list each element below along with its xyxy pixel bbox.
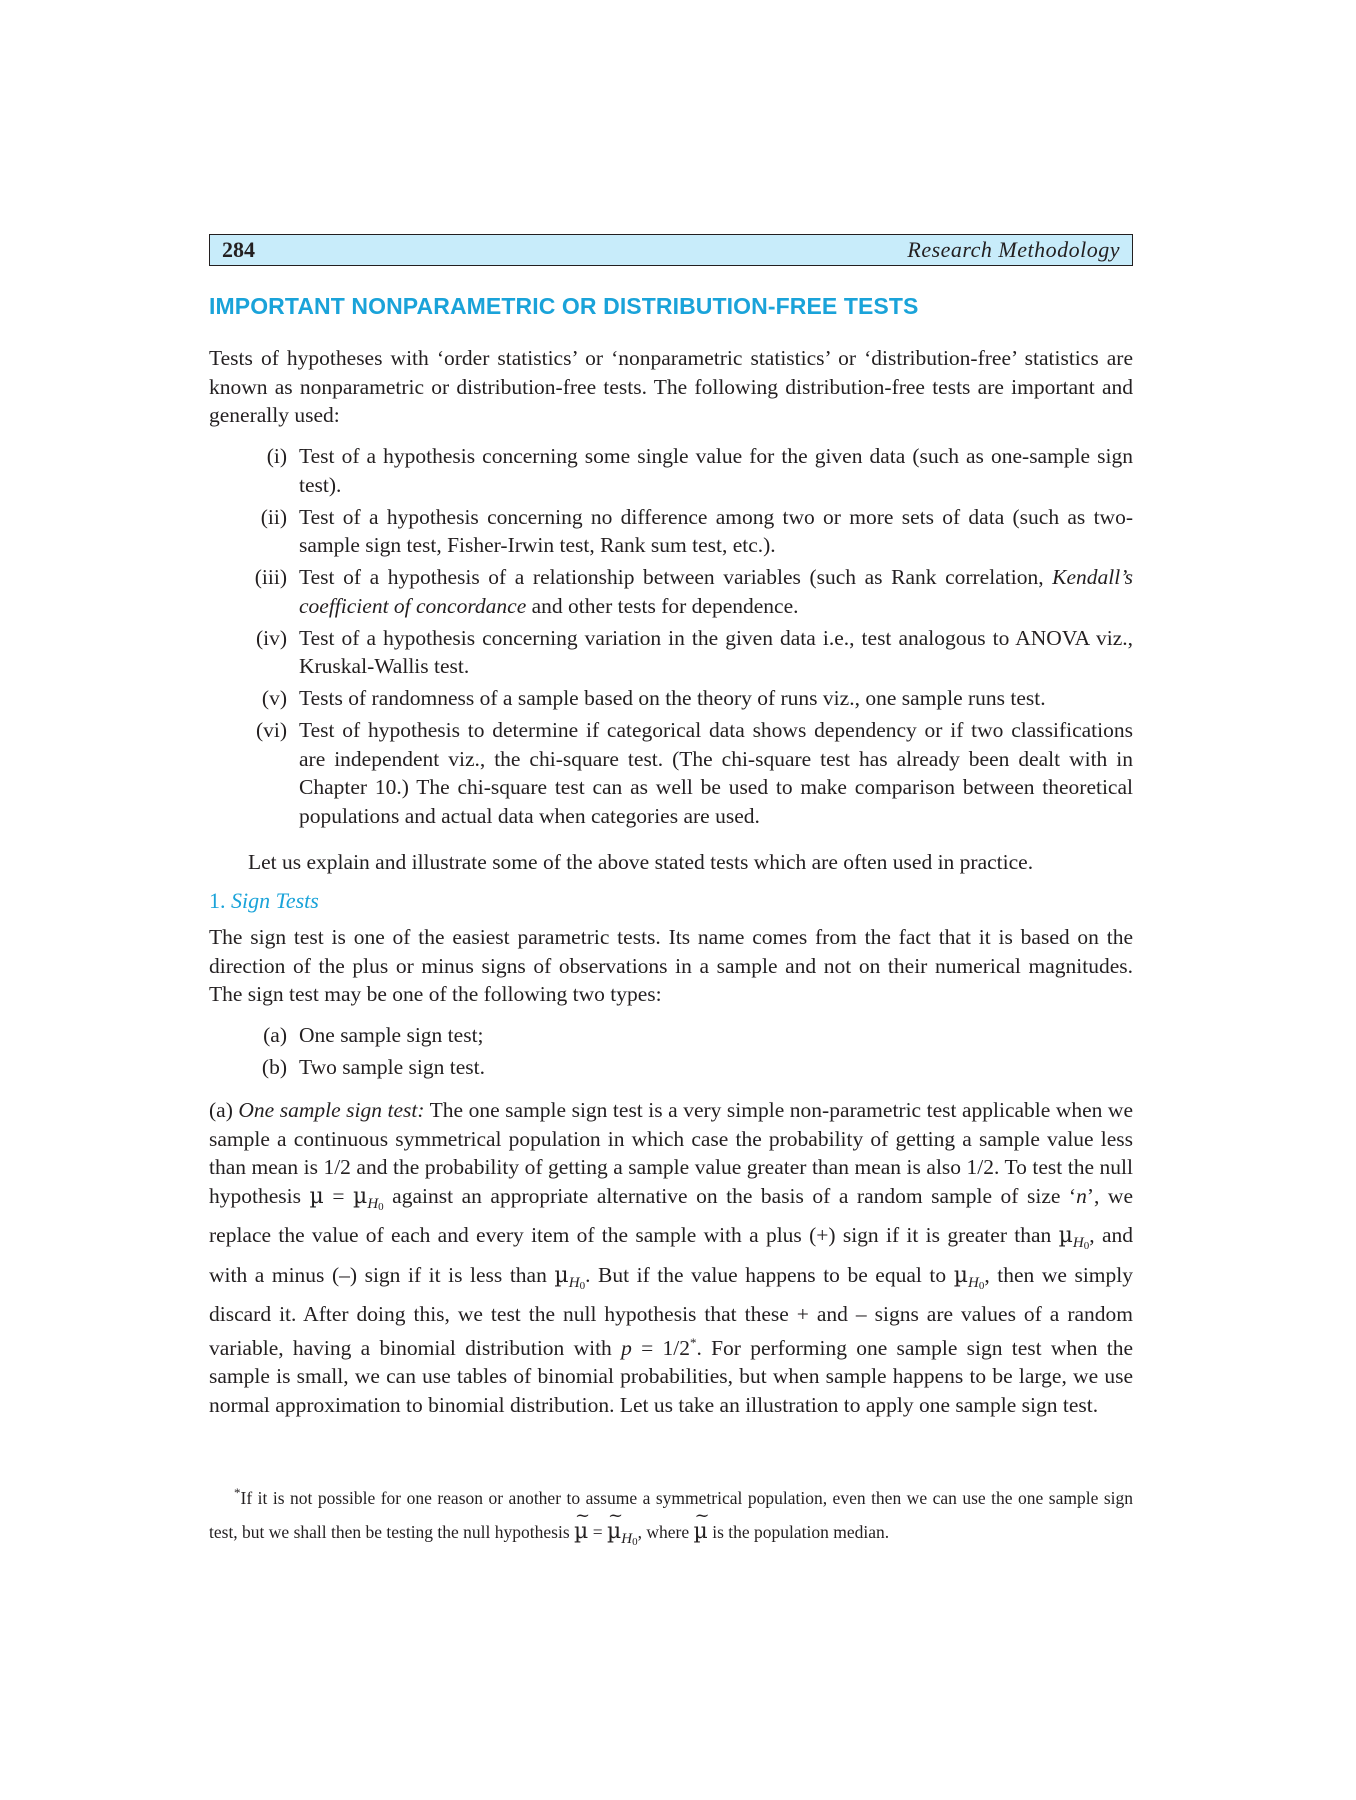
sign-tests-heading xyxy=(209,888,319,914)
text-run: , then we simply discard it. After doing this, we test the null hypothesis that these + and – signs are values of a random variable, having a binomial distribution with xyxy=(209,1262,1133,1360)
list-item xyxy=(209,563,1133,620)
text-run: = 1/2 xyxy=(631,1335,690,1360)
subscript-h: H xyxy=(621,1530,633,1547)
heading-number: 1. xyxy=(209,888,226,913)
one-sample-label: One sample sign test: xyxy=(238,1098,425,1122)
list-item-text: Test of hypothesis to determine if categorical data shows dependency or if two classifications are independent viz., the chi-square test. (The chi-square test has already been dealt with in Chapter 10.) The chi-square test can as well be used to make comparison between theoretical populations and actual data when categories are used. xyxy=(299,718,1133,828)
mu-symbol: µ xyxy=(953,1262,968,1288)
list-item-text: Tests of randomness of a sample based on the theory of runs viz., one sample runs test. xyxy=(299,686,1046,710)
mu-symbol: µ xyxy=(353,1183,368,1209)
test-list xyxy=(209,442,1133,834)
mu-tilde-symbol: ~ µ xyxy=(574,1515,588,1548)
h0-subscript xyxy=(621,1531,637,1547)
lead-in-paragraph: Let us explain and illustrate some of the above stated tests which are often used in practice. xyxy=(248,850,1034,874)
list-item xyxy=(209,624,1133,681)
equals-sign: = xyxy=(323,1183,353,1208)
subscript-h: H xyxy=(1072,1235,1084,1251)
list-item xyxy=(209,503,1133,560)
text-run: . But if the value happens to be equal to xyxy=(585,1262,954,1287)
h0-subscript xyxy=(1073,1235,1089,1251)
running-title: Research Methodology xyxy=(907,237,1120,262)
list-item-number: (iii) xyxy=(254,565,287,589)
list-item-text: Test of a hypothesis concerning some single value for the given data (such as one-sample sign test). xyxy=(299,444,1133,497)
list-item-number: (b) xyxy=(261,1054,287,1079)
list-item-number: (vi) xyxy=(255,718,287,742)
mu-tilde-symbol: ~ µ xyxy=(694,1515,708,1548)
intro-paragraph: Tests of hypotheses with ‘order statistics’ or ‘nonparametric statistics’ or ‘distribution-free’ statistics are known as nonparametric or distribution-free tests. The following distribution-free tests are important and generally used: xyxy=(209,346,1133,427)
page-number: 284 xyxy=(222,237,255,262)
subscript-zero: 0 xyxy=(378,1200,384,1213)
subscript-zero: 0 xyxy=(1083,1240,1090,1252)
subscript-zero: 0 xyxy=(632,1535,638,1548)
text-run: The one sample sign test is a very simple non-parametric test applicable when we sample a continuous symmetrical population in which case the probability of getting a sample value less than mean is 1/2 and the probability of getting a sample value greater than mean is also 1/2. To test the null hypothesis xyxy=(209,1098,1133,1208)
subscript-h: H xyxy=(367,1195,379,1212)
list-item-text: and other tests for dependence. xyxy=(526,593,799,618)
footnote-mark: * xyxy=(234,1485,241,1500)
list-item-number: (v) xyxy=(261,686,287,710)
list-item-italic: Kendall’s coefficient of concordance xyxy=(299,565,1133,618)
sign-tests-paragraph: The sign test is one of the easiest parametric tests. Its name comes from the fact that it is based on the direction of the plus or minus signs of observations in a sample and not on their numerical magnitudes. The sign test may be one of the following two types: xyxy=(209,925,1133,1006)
h0-subscript xyxy=(367,1196,383,1212)
footnote-text: is the population median. xyxy=(707,1521,890,1542)
subscript-h: H xyxy=(568,1274,580,1291)
mu-tilde-symbol: ~ µ xyxy=(607,1515,621,1548)
mu-symbol: µ xyxy=(554,1262,569,1288)
subscript-zero: 0 xyxy=(978,1279,985,1292)
list-item xyxy=(209,716,1133,830)
list-item-number: (a) xyxy=(263,1023,287,1047)
list-item-text: Two sample sign test. xyxy=(299,1054,486,1079)
text-run: against an appropriate alternative on the basis of a random sample of size ‘ xyxy=(383,1183,1077,1208)
list-item xyxy=(209,684,1133,713)
variable-p: p xyxy=(621,1335,632,1360)
variable-n: n xyxy=(1076,1183,1087,1208)
list-item xyxy=(209,442,1133,499)
section-title: IMPORTANT NONPARAMETRIC OR DISTRIBUTION-FREE TESTS xyxy=(209,293,919,319)
footnote-marker: * xyxy=(689,1334,697,1350)
mu-symbol: µ xyxy=(1058,1223,1073,1248)
list-item-number: (i) xyxy=(266,444,287,468)
one-sample-paragraph xyxy=(209,1096,1133,1419)
list-item xyxy=(209,1021,1133,1050)
h0-subscript xyxy=(968,1275,984,1291)
footnote xyxy=(209,1476,1133,1559)
text-run: , and with a minus (–) sign if it is less than xyxy=(209,1223,1133,1287)
list-item-number: (iv) xyxy=(255,625,287,650)
heading-text: Sign Tests xyxy=(231,888,319,913)
running-header xyxy=(209,234,1133,266)
equals-sign: = xyxy=(588,1521,607,1542)
text-run: ’, we replace the value of each and every item of the sample with a plus (+) sign if it is greater than xyxy=(209,1183,1133,1247)
list-item xyxy=(209,1053,1133,1082)
list-item-text: One sample sign test; xyxy=(299,1023,484,1047)
text-run: . For performing one sample sign test when the sample is small, we can use tables of binomial probabilities, but when sample happens to be large, we use normal approximation to binomial distribution. Let us take an illustration to apply one sample sign test. xyxy=(209,1335,1133,1417)
mu-symbol: µ xyxy=(309,1183,324,1209)
list-item-number: (ii) xyxy=(260,504,287,529)
sign-test-types xyxy=(209,1021,1133,1084)
subscript-zero: 0 xyxy=(579,1279,586,1292)
label-number: (a) xyxy=(209,1098,233,1122)
list-item-text: Test of a hypothesis of a relationship between variables (such as Rank correlation, xyxy=(299,565,1053,589)
list-item-text: Test of a hypothesis concerning no difference among two or more sets of data (such as two-sample sign test, Fisher-Irwin test, Rank sum test, etc.). xyxy=(299,504,1133,557)
footnote-text: If it is not possible for one reason or another to assume a symmetrical population, even then we can use the one sample sign test, but we shall then be testing the null hypothesis xyxy=(209,1487,1133,1542)
subscript-h: H xyxy=(968,1274,979,1291)
list-item-text: Test of a hypothesis concerning variation in the given data i.e., test analogous to ANOVA viz., Kruskal-Wallis test. xyxy=(299,625,1133,678)
footnote-text: , where xyxy=(637,1521,694,1542)
h0-subscript xyxy=(569,1275,585,1291)
